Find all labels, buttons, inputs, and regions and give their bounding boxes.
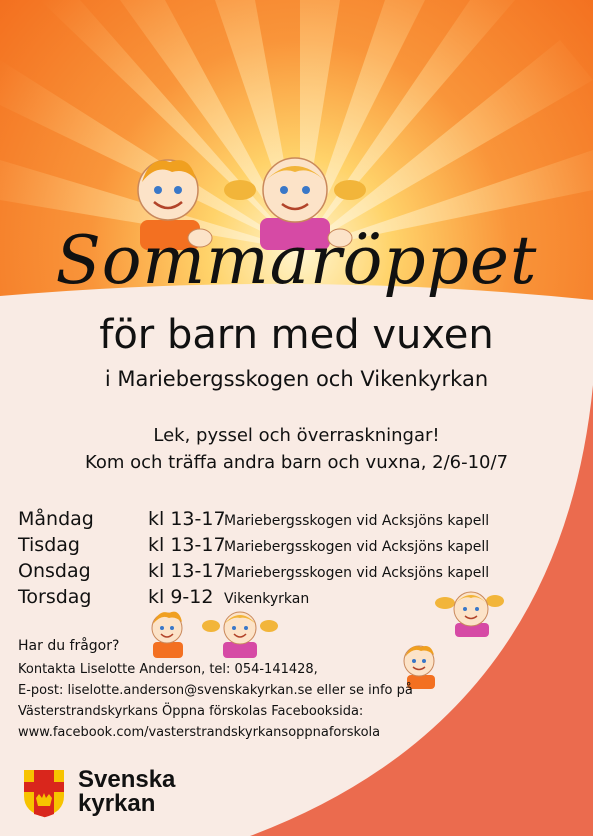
poster-title: Sommaröppet: [55, 222, 538, 299]
contact-email: E-post: liselotte.anderson@svenskakyrkan.se eller se info på: [18, 683, 413, 698]
schedule-day: Måndag: [18, 508, 94, 530]
schedule-place: Mariebergsskogen vid Acksjöns kapell: [224, 539, 490, 555]
schedule-time: kl 13-17: [148, 534, 226, 556]
schedule-time: kl 13-17: [148, 508, 226, 530]
kids-illustration-small: [145, 606, 285, 658]
logo-wordmark: [78, 768, 175, 816]
poster-locations: i Mariebergsskogen och Vikenkyrkan: [104, 367, 489, 391]
girl-face-icon: [435, 592, 504, 637]
schedule-day: Torsdag: [18, 586, 92, 608]
schedule-place: Mariebergsskogen vid Acksjöns kapell: [224, 513, 490, 529]
intro-line: Lek, pyssel och överraskningar!: [153, 425, 440, 446]
schedule-place: Mariebergsskogen vid Acksjöns kapell: [224, 565, 490, 581]
girl-face-icon: [202, 612, 278, 658]
schedule-time: kl 9-12: [148, 586, 214, 608]
intro-line: Kom och träffa andra barn och vuxna, 2/6-10/7: [84, 452, 509, 473]
contact-line: Västerstrandskyrkans Öppna förskolas Facebooksida:: [18, 704, 364, 719]
schedule-day: Onsdag: [18, 560, 91, 582]
kids-illustration-right: [395, 583, 505, 693]
logo-line: kyrkan: [78, 790, 156, 817]
schedule-day: Tisdag: [18, 534, 80, 556]
schedule-time: kl 13-17: [148, 560, 226, 582]
boy-face-icon: [152, 612, 183, 658]
poster-subtitle: för barn med vuxen: [99, 312, 494, 358]
svenska-kyrkan-logo-icon: [22, 768, 66, 818]
contact-line: Kontakta Liselotte Anderson, tel: 054-141428,: [18, 662, 318, 677]
logo-line: Svenska: [78, 766, 176, 793]
contact-heading: Har du frågor?: [18, 638, 120, 654]
schedule-place: Vikenkyrkan: [224, 591, 310, 607]
facebook-link[interactable]: www.facebook.com/vasterstrandskyrkansoppnaforskola: [18, 725, 381, 740]
